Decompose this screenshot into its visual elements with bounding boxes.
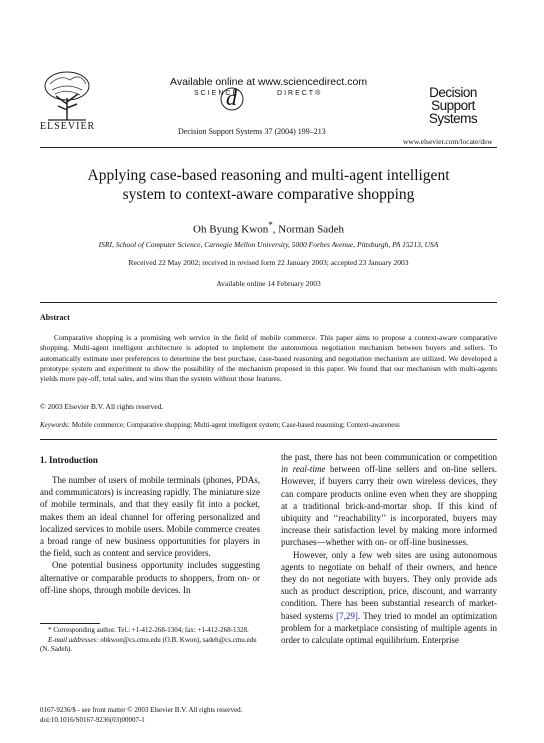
title-line-1: Applying case-based reasoning and multi-agent intelligent (87, 167, 450, 184)
left-column (40, 474, 260, 596)
abstract-top-rule (40, 302, 497, 303)
author-list (40, 220, 497, 236)
right-p1-emphasis: in real-time (281, 464, 326, 475)
journal-citation: Decision Support Systems 37 (2004) 199–213 (178, 127, 326, 136)
affiliation: ISRI, School of Computer Science, Carnegie Mellon University, 5000 Forbes Avenue, Pittsburgh, PA 15213, USA (98, 240, 439, 249)
right-column (281, 451, 497, 646)
journal-url-link[interactable]: www.elsevier.com/locate/dsw (403, 137, 493, 146)
email-note (40, 636, 264, 655)
sciencedirect-left: SCIENCE (194, 90, 240, 97)
available-online-date: Available online 14 February 2003 (216, 279, 321, 288)
sciencedirect-at-icon: d (226, 85, 237, 110)
right-p1-text-b: between off-line sellers and on-line sellers. However, if buyers carry their own wireless devices, they can compare products online even when they are shopping at a traditional brick-and-mortar shop. If this kind of ubiquity and ‘‘reachability’’ is incorporated, buyers may increase their satisfaction level by making more informed purchases—whether with on- or off-line businesses. (281, 464, 497, 548)
sciencedirect-logo (194, 90, 322, 97)
keywords-list: Mobile commerce; Comparative shopping; Multi-agent intelligent system; Case-based reasoning; Context-awareness (70, 421, 400, 429)
right-paragraph-2 (281, 549, 497, 647)
right-p2-text-a: However, only a few web sites are using autonomous agents to negotiate on behalf of their owners, and hence they do not negotiate with buyers. They only provide ads such as product description, price, discount, and warranty condition. There has been substantial research of market-based systems (281, 549, 497, 621)
left-paragraph-2: One potential business opportunity includes suggesting alternative or comparable products to shoppers, from on- or off-line shops, through mobile devices. In (40, 560, 260, 595)
corresponding-mark: * (268, 220, 273, 230)
sciencedirect-circle-icon (219, 86, 245, 112)
abstract-copyright: © 2003 Elsevier B.V. All rights reserved. (40, 402, 164, 411)
section-heading: 1. Introduction (40, 455, 98, 465)
issn-doi-block (40, 705, 242, 725)
received-dates: Received 22 May 2002; received in revised form 22 January 2003; accepted 23 January 2003 (128, 258, 409, 267)
journal-logo (412, 86, 494, 125)
right-p2-text-b: . They tried to model an optimization problem for a marketplace consisting of multiple agents in order to calculate optimal equilibrium. Enterprise (281, 610, 497, 646)
title-line-2: system to context-aware comparative shopping (122, 186, 415, 203)
footnotes (40, 626, 264, 655)
left-paragraph-1: The number of users of mobile terminals (phones, PDAs, and communicators) is increasing rapidly. The miniature size of mobile terminals, and that they easily fit into a pocket, makes them an ideal channel for offering personalized and localized services to mobile users. Mobile commerce creates a broad range of new business opportunities for players in the field, such as content and service providers. (40, 475, 260, 559)
author-2: Norman Sadeh (278, 223, 344, 236)
author-separator: , (272, 223, 279, 236)
author-1: Oh Byung Kwon (193, 223, 269, 236)
email-text: obkwon@cs.cmu.edu (O.B. Kwon), sadeh@cs.cmu.edu (N. Sadeh). (40, 635, 257, 653)
right-p1-text-a: the past, there has not been communication or competition (281, 452, 497, 462)
doi-line: doi:10.1016/S0167-9236(03)00007-1 (40, 716, 145, 724)
keywords (40, 421, 400, 429)
journal-title-line1: Decision Support (429, 85, 477, 113)
sciencedirect-right: DIRECT® (277, 90, 323, 97)
issn-line: 0167-9236/$ - see front matter © 2003 Elsevier B.V. All rights reserved. (40, 706, 243, 714)
article-title (40, 166, 497, 204)
journal-title-line2: Systems (428, 111, 478, 126)
footnote-rule (40, 623, 100, 624)
abstract-bottom-rule (40, 439, 497, 440)
available-online-banner: Available online at www.sciencedirect.com (170, 76, 368, 88)
right-paragraph-1 (281, 451, 497, 549)
keywords-label: Keywords: (40, 421, 71, 429)
reference-link[interactable]: [7,29] (336, 610, 358, 621)
email-label: E-mail addresses: (48, 635, 99, 644)
publisher-name: ELSEVIER (40, 121, 96, 132)
elsevier-tree-logo-icon (40, 70, 95, 122)
header-rule (40, 147, 497, 148)
abstract-heading: Abstract (40, 313, 70, 322)
corresponding-author-note: * Corresponding author. Tel.: +1-412-268-1304; fax: +1-412-268-1328. (48, 626, 249, 634)
abstract-text: Comparative shopping is a promising web service in the field of mobile commerce. This paper aims to propose a context-aware comparative shopping. Multi-agent intelligent architecture is adopted to implement the autonomous negotiation mechanism between buyers and sellers. To automatically estimate user preferences to determine the best purchase, case-based reasoning and negotiation mechanism are utilized. We developed a prototype system and experiment to show the possibility of the mechanism proposed in this paper. We found that our mechanism with multi-agents yields more pay-off, total sales, and wins than the system without those features. (40, 333, 497, 384)
